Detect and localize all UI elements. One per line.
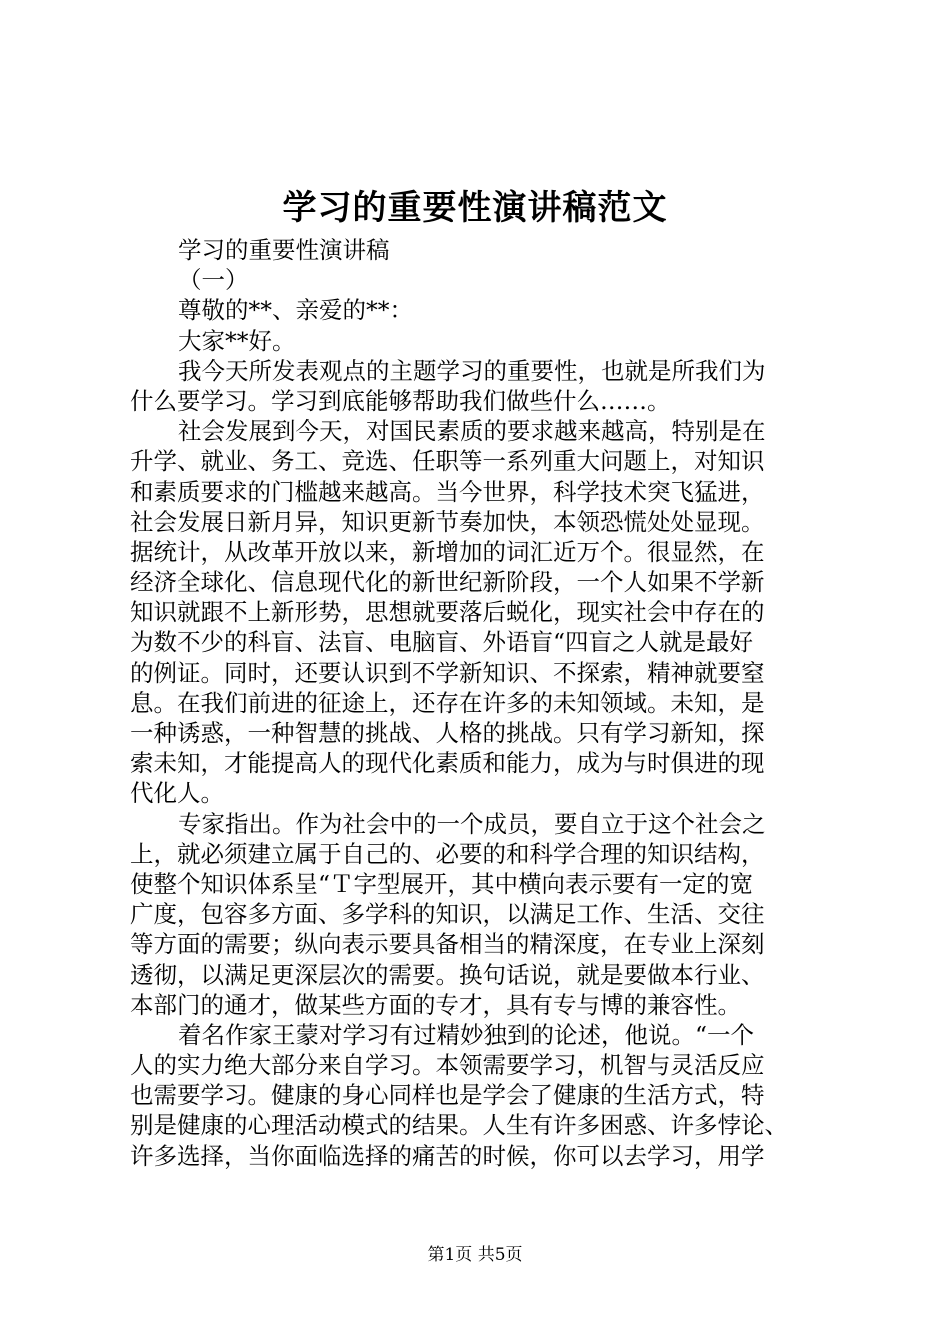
text-line: 专家指出。作为社会中的一个成员，要自立于这个社会之 — [178, 809, 766, 838]
text-line: 什么要学习。学习到底能够帮助我们做些什么……。 — [130, 386, 671, 415]
text-line: 使整个知识体系呈“Ｔ字型展开，其中横向表示要有一定的宽 — [130, 869, 754, 898]
text-line: 学习的重要性演讲稿 — [178, 236, 390, 264]
text-line: 许多选择，当你面临选择的痛苦的时候，你可以去学习，用学 — [130, 1141, 765, 1170]
text-line: 社会发展日新月异，知识更新节奏加快，本领恐慌处处显现。 — [130, 507, 765, 536]
text-line: 大家**好。 — [178, 326, 296, 355]
text-line: 升学、就业、务工、竞选、任职等一系列重大问题上，对知识 — [130, 447, 765, 476]
page-footer: 第1页 共5页 — [427, 1245, 523, 1265]
text-line: 为数不少的科盲、法盲、电脑盲、外语盲“四盲之人就是最好 — [130, 628, 754, 657]
text-line: 别是健康的心理活动模式的结果。人生有许多困惑、许多悖论、 — [130, 1111, 788, 1140]
text-line: 代化人。 — [130, 779, 224, 808]
text-line: 也需要学习。健康的身心同样也是学会了健康的生活方式，特 — [130, 1081, 765, 1110]
text-line: 本部门的通才，做某些方面的专才，具有专与博的兼容性。 — [130, 990, 741, 1019]
text-line: 社会发展到今天，对国民素质的要求越来越高，特别是在 — [178, 417, 766, 446]
text-line: 着名作家王蒙对学习有过精妙独到的论述，他说。“一个 — [178, 1020, 755, 1049]
text-line: 索未知，才能提高人的现代化素质和能力，成为与时俱进的现 — [130, 749, 765, 778]
text-line: 等方面的需要；纵向表示要具备相当的精深度，在专业上深刻 — [130, 930, 765, 959]
text-line: 透彻，以满足更深层次的需要。换句话说，就是要做本行业、 — [130, 960, 765, 989]
text-line: 的例证。同时，还要认识到不学新知识、不探索，精神就要窒 — [130, 658, 765, 687]
text-line: 上，就必须建立属于自己的、必要的和科学合理的知识结构， — [130, 839, 765, 868]
text-line: 我今天所发表观点的主题学习的重要性，也就是所我们为 — [178, 356, 766, 385]
text-line: 知识就跟不上新形势，思想就要落后蜕化，现实社会中存在的 — [130, 598, 765, 627]
text-line: 广度，包容多方面、多学科的知识，以满足工作、生活、交往 — [130, 900, 765, 929]
text-line: 经济全球化、信息现代化的新世纪新阶段，一个人如果不学新 — [130, 568, 765, 597]
text-line: 和素质要求的门槛越来越高。当今世界，科学技术突飞猛进， — [130, 477, 765, 506]
text-line: 一种诱惑，一种智慧的挑战、人格的挑战。只有学习新知，探 — [130, 719, 765, 747]
text-line: 尊敬的**、亲爱的**： — [178, 296, 413, 325]
document-title: 学习的重要性演讲稿范文 — [282, 188, 668, 228]
text-line: 据统计，从改革开放以来，新增加的词汇近万个。很显然，在 — [130, 537, 765, 566]
text-line: 人的实力绝大部分来自学习。本领需要学习，机智与灵活反应 — [130, 1051, 765, 1080]
text-line: 息。在我们前进的征途上，还存在许多的未知领域。未知，是 — [130, 688, 765, 717]
text-line: （一） — [178, 266, 249, 295]
document-body — [130, 235, 830, 1171]
